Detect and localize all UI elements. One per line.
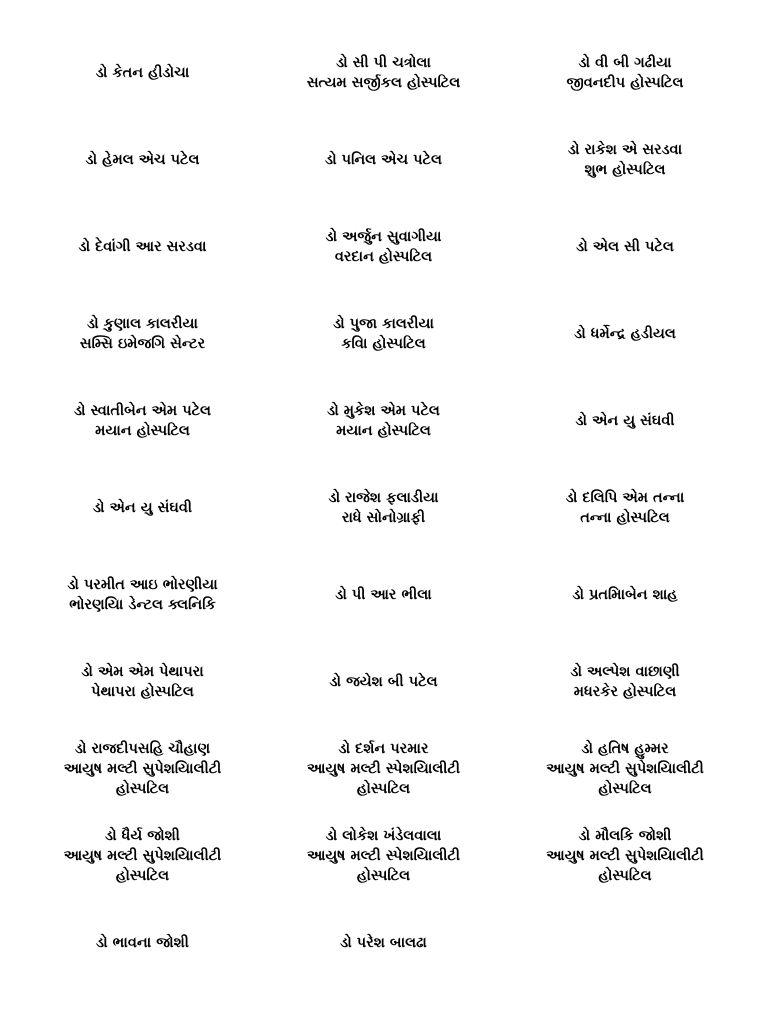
- doctor-name: ડો રાજદીપસહિ ચૌહાણ: [74, 740, 211, 757]
- hospital-name: આયુષ મલ્ટી સ્પેશયિાલીટી: [306, 760, 461, 777]
- hospital-name: મયાન હોસ્પટિલ: [95, 422, 190, 439]
- hospital-name: હોસ્પટિલ: [598, 780, 652, 797]
- doctor-name: ડો એલ સી પટેલ: [576, 238, 674, 255]
- doctor-name: ડો પરેશ બાલઢા: [340, 934, 427, 951]
- hospital-name: હોસ્પટિલ: [598, 867, 652, 884]
- address-label: [263, 725, 504, 812]
- address-label: [504, 464, 746, 551]
- address-label: [22, 29, 263, 116]
- address-label: [22, 116, 263, 203]
- hospital-name: જીવનદીપ હોસ્પટિલ: [566, 74, 684, 91]
- hospital-name: હોસ્પટિલ: [356, 780, 411, 797]
- address-label: [504, 290, 746, 377]
- address-label: [22, 203, 263, 290]
- hospital-name: શુભ હોસ્પટિલ: [584, 161, 666, 178]
- hospital-name: આયુષ મલ્ટી સુપેશયિાલીટી: [546, 847, 704, 864]
- doctor-name: ડો અલ્પેશ વાછાણી: [570, 663, 680, 680]
- doctor-name: ડો સી પી ચત્રોલા: [336, 54, 431, 71]
- doctor-name: ડો સ્વાતીબેન એમ પટેલ: [73, 402, 212, 419]
- hospital-name: વરદાન હોસ્પટિલ: [334, 248, 433, 265]
- address-label: [22, 638, 263, 725]
- doctor-name: ડો હેમલ એચ પટેલ: [85, 151, 200, 168]
- address-label: [504, 725, 746, 812]
- doctor-name: ડો એન યુ સંઘવી: [575, 412, 675, 429]
- hospital-name: સત્યમ સર્જીકલ હોસ્પટિલ: [306, 74, 461, 91]
- doctor-name: ડો કુણાલ કાલરીયા: [87, 315, 198, 332]
- address-label: [263, 116, 504, 203]
- address-label: [22, 290, 263, 377]
- hospital-name: રાધે સોનોગ્રાફી: [341, 509, 426, 526]
- hospital-name: હોસ્પટિલ: [356, 867, 411, 884]
- hospital-name: હોસ્પટિલ: [115, 867, 170, 884]
- hospital-name: આયુષ મલ્ટી સુપેશયિાલીટી: [63, 847, 222, 864]
- address-label: [504, 29, 746, 116]
- hospital-name: મયાન હોસ્પટિલ: [336, 422, 431, 439]
- address-label: [504, 638, 746, 725]
- address-label: [263, 551, 504, 638]
- hospital-name: મધરકેર હોસ્પટિલ: [573, 683, 677, 700]
- address-label: [22, 377, 263, 464]
- hospital-name: કવિા હોસ્પટિલ: [341, 335, 426, 352]
- doctor-name: ડો પરમીત આઇ ભોરણીયા: [67, 576, 218, 593]
- hospital-name: હોસ્પટિલ: [115, 780, 170, 797]
- doctor-name: ડો દલિપિ એમ તન્ના: [565, 489, 685, 506]
- address-label: [504, 203, 746, 290]
- address-label: [263, 203, 504, 290]
- address-label: [263, 29, 504, 116]
- doctor-name: ડો હતિષ હુમ્મર: [581, 740, 669, 757]
- doctor-name: ડો ધર્મેન્દ્ર હડીયલ: [574, 325, 676, 342]
- doctor-name: ડો વી બી ગઢીયા: [578, 54, 672, 71]
- address-label: [22, 464, 263, 551]
- doctor-name: ડો એમ એમ પેથાપરા: [81, 663, 204, 680]
- label-sheet: [22, 29, 746, 986]
- hospital-name: તન્ના હોસ્પટિલ: [580, 509, 670, 526]
- hospital-name: સમ્સિ ઇમેજગિ સેન્ટર: [79, 335, 206, 352]
- address-label: [263, 638, 504, 725]
- doctor-name: ડો પી આર ભીલા: [335, 586, 432, 603]
- address-label: [22, 725, 263, 812]
- address-label: [22, 812, 263, 899]
- hospital-name: આયુષ મલ્ટી સુપેશયિાલીટી: [63, 760, 222, 777]
- hospital-name: પેથાપરા હોસ્પટિલ: [91, 683, 194, 700]
- address-label: [263, 899, 504, 986]
- doctor-name: ડો કેતન હીડોચા: [95, 64, 190, 81]
- address-label: [263, 812, 504, 899]
- doctor-name: ડો પુજા કાલરીયા: [333, 315, 434, 332]
- address-label: [263, 290, 504, 377]
- address-label: [504, 812, 746, 899]
- hospital-name: આયુષ મલ્ટી સુપેશયિાલીટી: [546, 760, 704, 777]
- doctor-name: ડો ભાવના જોશી: [96, 934, 189, 951]
- address-label: [263, 464, 504, 551]
- address-label: [504, 116, 746, 203]
- address-label: [504, 551, 746, 638]
- doctor-name: ડો જયેશ બી પટેલ: [329, 673, 438, 690]
- doctor-name: ડો રાજેશ ફલાડીયા: [328, 489, 439, 506]
- hospital-name: ભોરણયિા ડેન્ટલ ક્લનિકિ: [69, 596, 216, 613]
- doctor-name: ડો ધૈર્ય જોશી: [105, 827, 180, 844]
- address-label: [22, 551, 263, 638]
- hospital-name: આયુષ મલ્ટી સ્પેશયિાલીટી: [306, 847, 461, 864]
- address-label: [504, 377, 746, 464]
- address-label: [22, 899, 263, 986]
- doctor-name: ડો રાકેશ એ સરડવા: [567, 141, 683, 158]
- address-label: [263, 377, 504, 464]
- doctor-name: ડો લોકેશ ખંડેલવાલા: [325, 827, 442, 844]
- doctor-name: ડો પનિલ એચ પટેલ: [325, 151, 442, 168]
- doctor-name: ડો દેવાંગી આર સરડવા: [78, 238, 207, 255]
- doctor-name: ડો એન યુ સંઘવી: [92, 499, 193, 516]
- doctor-name: ડો અર્જુન સુવાગીયા: [325, 228, 442, 245]
- doctor-name: ડો મુકેશ એમ પટેલ: [327, 402, 440, 419]
- doctor-name: ડો દર્શન પરમાર: [338, 740, 429, 757]
- doctor-name: ડો પ્રતમિાબેન શાહ: [572, 586, 678, 603]
- doctor-name: ડો મૌલકિ જોશી: [578, 827, 672, 844]
